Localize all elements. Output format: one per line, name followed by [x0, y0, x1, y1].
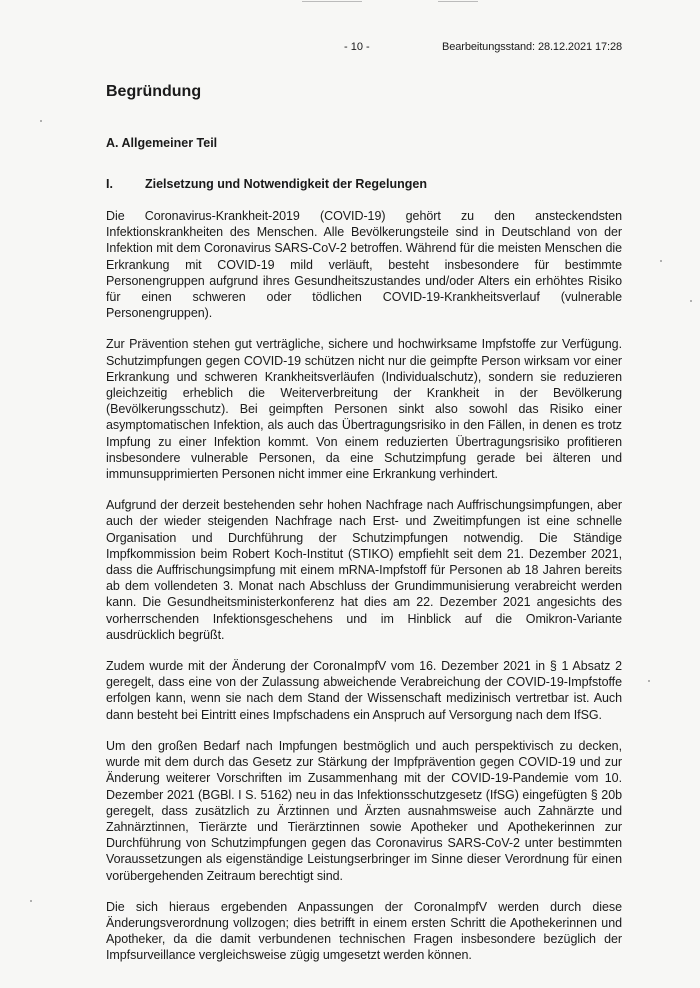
scan-speck [40, 120, 42, 122]
document-title: Begründung [106, 83, 202, 100]
page-header [0, 41, 700, 57]
paragraph: Aufgrund der derzeit bestehenden sehr hohen Nachfrage nach Auffrischungsimpfungen, aber auch der wieder steigenden Nachfrage nach Erst- und Zweitimpfungen ist eine schnelle Organisation und Durchführung der Schutzimpfungen notwendig. Die Ständige Impfkommission beim Robert Koch-Institut (STIKO) empfiehlt seit dem 21. Dezember 2021, dass die Auffrischungsimpfung mit einem mRNA-Impfstoff für Personen ab 18 Jahren bereits ab dem vollendeten 3. Monat nach Abschluss der Grundimmunisierung verabreicht werden kann. Die Gesundheitsministerkonferenz hat dies am 22. Dezember 2021 angesichts des vorherrschenden Infektionsgeschehens und im Hinblick auf die Omikron-Variante ausdrücklich begrüßt. [106, 498, 622, 642]
scan-speck [690, 300, 692, 302]
subsection-heading [106, 177, 606, 195]
subsection-number: I. [106, 177, 113, 191]
subsection-title: Zielsetzung und Notwendigkeit der Regelungen [145, 177, 427, 191]
paragraph: Zudem wurde mit der Änderung der CoronaImpfV vom 16. Dezember 2021 in § 1 Absatz 2 geregelt, dass eine von der Zulassung abweichende Verabreichung der COVID-19-Impfstoffe erfolgen kann, wenn sie nach dem Stand der Wissenschaft medizinisch vertretbar ist. Auch dann besteht bei Eintritt eines Impfschadens ein Anspruch auf Versorgung nach dem IfSG. [106, 659, 622, 722]
section-title: A. Allgemeiner Teil [106, 136, 218, 150]
scan-speck [648, 680, 650, 682]
paragraph: Die Coronavirus-Krankheit-2019 (COVID-19) gehört zu den ansteckendsten Infektionskrankheiten des Menschen. Alle Bevölkerungsteile sind in Deutschland von der Infektion mit dem Coronavirus SARS-CoV-2 betroffen. Während für die meisten Menschen die Erkrankung mit COVID-19 mild verläuft, besteht insbesondere für bestimmte Personengruppen aufgrund ihres Gesundheitszustandes und/oder Alters ein erhöhtes Risiko für einen schweren oder tödlichen COVID-19-Krankheitsverlauf (vulnerable Personengruppen). [106, 209, 622, 321]
scan-speck [660, 260, 662, 262]
body-text [106, 208, 622, 979]
paragraph: Um den großen Bedarf nach Impfungen bestmöglich und auch perspektivisch zu decken, wurde mit dem durch das Gesetz zur Stärkung der Impfprävention gegen COVID-19 und zur Änderung weiterer Vorschriften im Zusammenhang mit der COVID-19-Pandemie vom 10. Dezember 2021 (BGBl. I S. 5162) neu in das Infektionsschutzgesetz (IfSG) eingefügten § 20b geregelt, dass zusätzlich zu Ärztinnen und Ärzten ausnahmsweise auch Zahnärzte und Zahnärztinnen, Tierärzte und Tierärztinnen sowie Apotheker und Apothekerinnen zur Durchführung von Schutzimpfungen gegen das Coronavirus SARS-CoV-2 unter bestimmten Voraussetzungen als eigenständige Leistungserbringer im Sinne dieser Verordnung für einen vorübergehenden Zeitraum berechtigt sind. [106, 738, 622, 883]
scan-speck [30, 900, 32, 902]
scan-artifact-line [302, 1, 362, 2]
page-number: - 10 - [344, 41, 370, 53]
paragraph: Die sich hieraus ergebenden Anpassungen der CoronaImpfV werden durch diese Änderungsverordnung vollzogen; dies betrifft in einem ersten Schritt die Apothekerinnen und Apotheker, da die damit verbundenen technischen Fragen insbesondere bezüglich der Impfsurveillance vergleichsweise zügig umgesetzt werden können. [106, 899, 622, 963]
paragraph: Zur Prävention stehen gut verträgliche, sichere und hochwirksame Impfstoffe zur Verfügung. Schutzimpfungen gegen COVID-19 schützen nicht nur die geimpfte Person wirksam vor einer Erkrankung und schweren Krankheitsverläufen (Individualschutz), sondern sie reduzieren gleichzeitig erheblich die Weiterverbreitung der Krankheit in der Bevölkerung (Bevölkerungsschutz). Bei geimpften Personen sinkt also sowohl das Risiko einer asymptomatischen Infektion, als auch das Übertragungsrisiko in den Fällen, in denen es trotz Impfung zu einer Infektion kommt. Von einem reduzierten Übertragungsrisiko profitieren insbesondere vulnerable Personen, da eine Schutzimpfung gerade bei älteren und immunsupprimierten Personen nicht immer eine Erkrankung verhindert. [106, 337, 622, 482]
edit-status: Bearbeitungsstand: 28.12.2021 17:28 [442, 41, 622, 53]
scan-artifact-line [438, 1, 478, 2]
